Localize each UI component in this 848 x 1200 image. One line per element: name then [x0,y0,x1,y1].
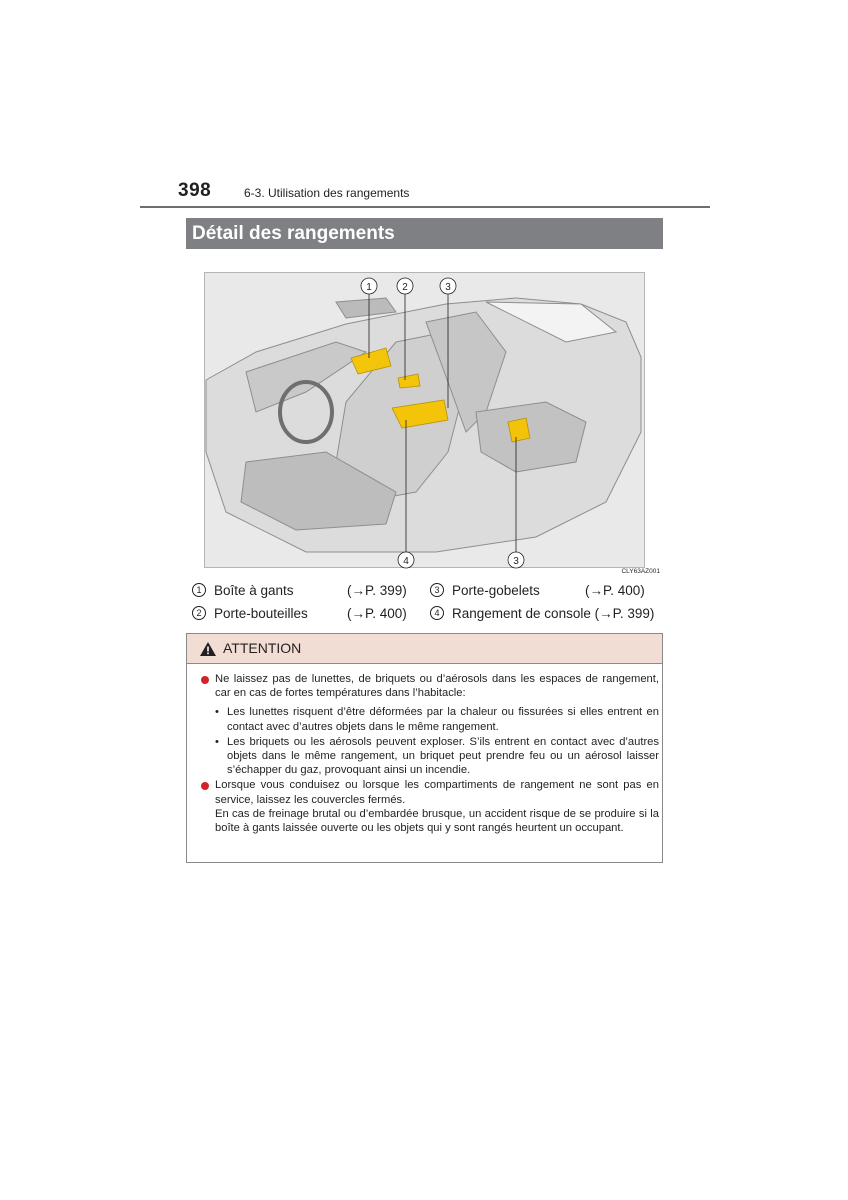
callout-4: 4 [403,556,409,567]
legend-item [192,582,294,600]
car-interior-drawing [186,262,663,578]
attention-title: ATTENTION [223,640,302,656]
legend-number: 2 [192,606,206,620]
attention-subitem-text: Les lunettes risquent d’être déformées par la chaleur ou fissurées si elles entrent en contact avec d’autres objets dans le même rangement. [227,706,659,733]
attention-item-text: Ne laissez pas de lunettes, de briquets ou d’aérosols dans les espaces de rangement, car en cas de fortes températures dans l’habitacle: [215,673,659,700]
legend-item [430,605,654,623]
callout-3: 3 [445,282,451,293]
chapter-title: 6-3. Utilisation des rangements [244,186,410,200]
legend-ref: (→P. 399) [594,606,655,621]
callout-2: 2 [402,282,408,293]
legend-label: Boîte à gants [214,583,294,598]
red-bullet-icon [201,676,209,684]
page-number: 398 [178,180,212,201]
bullet-dot-icon: • [215,706,219,719]
storage-illustration [186,262,663,578]
callout-3-bottom: 3 [513,556,519,567]
attention-header [187,634,662,664]
attention-box [186,633,663,863]
attention-subitem-text: Les briquets ou les aérosols peuvent exploser. S’ils entrent en contact avec d’autres objets dans le même rangement, un briquet peut prendre feu ou un aérosol laisser s’échapper du gaz, provoquant ainsi un incendie. [227,735,659,777]
legend-number: 4 [430,606,444,620]
header-divider [140,206,710,208]
legend-ref: (→P. 400) [585,583,645,598]
legend-number: 1 [192,583,206,597]
attention-subitem [201,705,659,733]
legend-label: Porte-bouteilles [214,606,308,621]
attention-item-text: Lorsque vous conduisez ou lorsque les compartiments de rangement ne sont pas en service, laissez les couvercles fermés. [215,779,659,806]
warning-triangle-icon [199,641,217,657]
bullet-dot-icon: • [215,735,219,748]
legend-item [430,582,540,600]
legend-item [192,605,308,623]
attention-body [201,672,659,835]
figure-code: CLY63AZ001 [621,568,660,575]
red-bullet-icon [201,782,209,790]
callout-1: 1 [366,282,372,293]
attention-item [201,778,659,806]
section-title: Détail des rangements [186,218,663,249]
legend-number: 3 [430,583,444,597]
legend-ref: (→P. 400) [347,606,407,621]
legend-ref: (→P. 399) [347,583,407,598]
legend-label: Rangement de console [452,606,591,621]
attention-subitem [201,735,659,778]
attention-item-continuation: En cas de freinage brutal ou d’embardée brusque, un accident risque de se produire si la boîte à gants laissée ouverte ou les objets qui y sont rangés heurtent un occupant. [215,807,659,835]
legend-label: Porte-gobelets [452,583,540,598]
attention-item [201,672,659,700]
